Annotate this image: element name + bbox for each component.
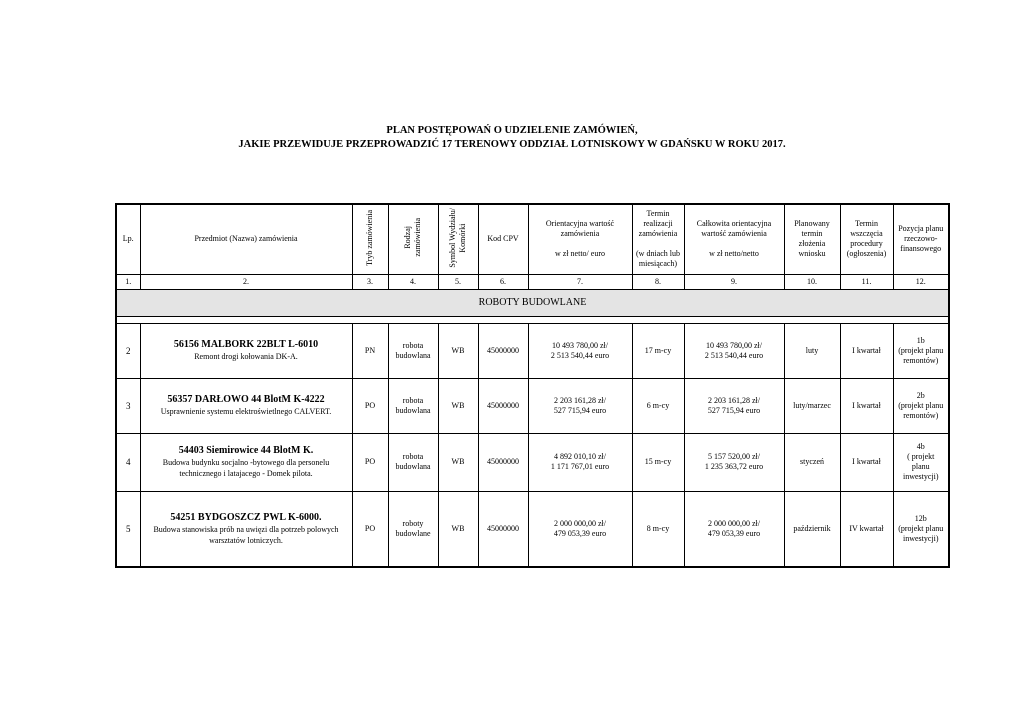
- section-title: ROBOTY BUDOWLANE: [116, 289, 949, 316]
- header-symbol-line-1: Symbol Wydziału/: [448, 207, 457, 268]
- column-number: 7.: [528, 274, 632, 289]
- header-tryb-label: Tryb zamówienia: [365, 209, 374, 266]
- row-name: 56357 DARŁOWO 44 BlotM K-4222: [167, 394, 325, 405]
- header-calkowita-line-2: wartość zamówienia: [701, 229, 767, 239]
- row-pozycja-line-3: remontów): [903, 410, 939, 420]
- header-wszczecie-line-3: procedury: [850, 239, 883, 249]
- header-symbol-line-2: Komórki: [458, 223, 467, 253]
- row-calkowita-line-1: 2 203 161,28 zł/: [708, 395, 760, 405]
- title-line-1: PLAN POSTĘPOWAŃ O UDZIELENIE ZAMÓWIEŃ,: [386, 125, 638, 136]
- header-pozycja-line-2: rzeczowo-: [904, 234, 938, 244]
- row-wartosc-line-1: 4 892 010,10 zł/: [554, 452, 606, 461]
- row-pozycja: [893, 491, 949, 567]
- header-planowany: [784, 204, 840, 274]
- row-tryb: PO: [352, 378, 388, 433]
- row-calkowita-line-2: 479 053,39 euro: [707, 528, 761, 538]
- column-number: 3.: [352, 274, 388, 289]
- row-wartosc-line-1: 2 203 161,28 zł/: [554, 395, 606, 405]
- row-pozycja-line-3: inwestycji): [902, 533, 939, 543]
- row-pozycja-line-2: (projekt planu: [898, 345, 944, 355]
- row-pozycja-line-2: (projekt planu: [898, 523, 944, 533]
- row-przedmiot: [140, 433, 352, 491]
- header-wartosc-line-3: w zł netto/ euro: [555, 249, 605, 259]
- header-rodzaj: [388, 204, 438, 274]
- row-rodzaj-line-1: robota: [402, 452, 424, 461]
- row-rodzaj: [388, 378, 438, 433]
- header-lp: Lp.: [116, 204, 140, 274]
- row-symbol: WB: [438, 378, 478, 433]
- procurement-plan-table: [115, 203, 950, 568]
- row-wszczecie: I kwartał: [840, 323, 893, 378]
- header-symbol: [438, 204, 478, 274]
- row-termin: 8 m-cy: [632, 491, 684, 567]
- header-przedmiot: Przedmiot (Nazwa) zamówienia: [140, 204, 352, 274]
- row-wszczecie: I kwartał: [840, 433, 893, 491]
- row-rodzaj: [388, 433, 438, 491]
- column-number: 10.: [784, 274, 840, 289]
- row-pozycja-line-4: inwestycji): [902, 472, 939, 481]
- row-pozycja-line-1: 2b: [916, 390, 925, 400]
- spacer-row: [116, 316, 949, 323]
- row-pozycja-line-2: ( projekt: [907, 452, 935, 461]
- header-planowany-line-3: złożenia: [798, 239, 826, 249]
- title-line-2: JAKIE PRZEWIDUJE PRZEPROWADZIĆ 17 TERENOWY ODDZIAŁ LOTNISKOWY W GDAŃSKU W ROKU 2017.: [238, 139, 786, 150]
- row-symbol: WB: [438, 491, 478, 567]
- row-rodzaj-line-2: budowlana: [395, 462, 431, 471]
- column-number-row: [116, 274, 949, 289]
- header-termin-line-3: (w dniach lub: [636, 249, 680, 259]
- header-wartosc-line-2: zamówienia: [560, 229, 600, 239]
- header-wszczecie: [840, 204, 893, 274]
- section-header-row: [116, 289, 949, 316]
- row-pozycja-line-1: 12b: [914, 513, 927, 523]
- table-row: [116, 323, 949, 378]
- header-termin-realizacji: [632, 204, 684, 274]
- header-tryb: [352, 204, 388, 274]
- row-przedmiot: [140, 491, 352, 567]
- header-symbol-label: [448, 208, 468, 268]
- row-cpv: 45000000: [478, 491, 528, 567]
- column-number: 6.: [478, 274, 528, 289]
- table-row: [116, 491, 949, 567]
- header-calkowita: [684, 204, 784, 274]
- row-symbol: WB: [438, 433, 478, 491]
- row-desc: Remont drogi kołowania DK-A.: [194, 352, 298, 361]
- row-rodzaj: [388, 323, 438, 378]
- row-rodzaj-line-1: robota: [402, 340, 424, 350]
- row-cpv: 45000000: [478, 323, 528, 378]
- row-wartosc-line-2: 479 053,39 euro: [553, 528, 607, 538]
- document-title: [0, 124, 1024, 152]
- row-wartosc-line-2: 527 715,94 euro: [553, 405, 607, 415]
- row-wartosc-line-2: 1 171 767,01 euro: [550, 462, 610, 471]
- row-termin: 15 m-cy: [632, 433, 684, 491]
- header-pozycja-line-3: finansowego: [900, 244, 942, 254]
- spacer-cell: [116, 316, 949, 323]
- header-planowany-line-2: termin: [801, 229, 823, 239]
- header-pozycja-line-1: Pozycja planu: [898, 224, 944, 234]
- row-pozycja-line-3: remontów): [903, 355, 939, 365]
- row-planowany: luty: [784, 323, 840, 378]
- header-planowany-line-1: Planowany: [794, 219, 830, 229]
- header-wszczecie-line-4: (ogłoszenia): [846, 249, 887, 259]
- row-lp: 4: [116, 433, 140, 491]
- column-number: 8.: [632, 274, 684, 289]
- column-number: 4.: [388, 274, 438, 289]
- row-lp: 3: [116, 378, 140, 433]
- row-planowany: styczeń: [784, 433, 840, 491]
- row-przedmiot: [140, 323, 352, 378]
- header-termin-line-2: zamówienia: [638, 229, 678, 239]
- row-wszczecie: I kwartał: [840, 378, 893, 433]
- row-name: 56156 MALBORK 22BLT L-6010: [173, 339, 319, 350]
- table-row: [116, 378, 949, 433]
- header-wartosc: [528, 204, 632, 274]
- row-desc: Usprawnienie systemu elektroświetlnego CALVERT.: [160, 407, 332, 416]
- row-wartosc: [528, 323, 632, 378]
- row-wszczecie: IV kwartał: [840, 491, 893, 567]
- row-calkowita-line-2: 527 715,94 euro: [707, 405, 761, 415]
- row-pozycja-line-3: planu: [911, 462, 930, 471]
- row-lp: 5: [116, 491, 140, 567]
- row-pozycja-line-1: 4b: [916, 442, 925, 451]
- row-name: 54251 BYDGOSZCZ PWL K-6000.: [170, 511, 322, 523]
- row-symbol: WB: [438, 323, 478, 378]
- row-pozycja: [893, 378, 949, 433]
- row-rodzaj-line-2: budowlana: [395, 405, 431, 415]
- column-number: 11.: [840, 274, 893, 289]
- row-calkowita-line-1: 10 493 780,00 zł/: [706, 340, 762, 350]
- row-calkowita-line-2: 2 513 540,44 euro: [704, 350, 764, 360]
- row-calkowita-line-1: 5 157 520,00 zł/: [708, 452, 760, 461]
- row-tryb: PN: [352, 323, 388, 378]
- row-pozycja-line-1: 1b: [916, 335, 925, 345]
- row-wartosc: [528, 491, 632, 567]
- header-kod-cpv: Kod CPV: [478, 204, 528, 274]
- header-calkowita-line-3: w zł netto/netto: [709, 249, 759, 259]
- row-planowany: luty/marzec: [784, 378, 840, 433]
- column-number: 2.: [140, 274, 352, 289]
- row-calkowita: [684, 323, 784, 378]
- row-wartosc: [528, 433, 632, 491]
- header-rodzaj-line-1: Rodzaj: [403, 226, 412, 250]
- header-wszczecie-line-1: Termin: [855, 219, 878, 229]
- row-calkowita: [684, 433, 784, 491]
- row-rodzaj-line-2: budowlane: [395, 528, 431, 538]
- row-wartosc-line-1: 10 493 780,00 zł/: [552, 340, 608, 350]
- column-number: 12.: [893, 274, 949, 289]
- row-cpv: 45000000: [478, 433, 528, 491]
- row-calkowita: [684, 378, 784, 433]
- row-rodzaj-line-1: roboty: [402, 518, 424, 528]
- row-cpv: 45000000: [478, 378, 528, 433]
- header-rodzaj-label: [403, 218, 423, 257]
- column-number: 5.: [438, 274, 478, 289]
- row-calkowita-line-1: 2 000 000,00 zł/: [708, 518, 760, 528]
- header-termin-line-4: miesiącach): [638, 259, 678, 269]
- row-calkowita: [684, 491, 784, 567]
- row-wartosc-line-2: 2 513 540,44 euro: [550, 350, 610, 360]
- row-pozycja: [893, 323, 949, 378]
- header-wszczecie-line-2: wszczęcia: [850, 229, 883, 239]
- row-wartosc: [528, 378, 632, 433]
- row-rodzaj: [388, 491, 438, 567]
- table-row: [116, 433, 949, 491]
- row-planowany: październik: [784, 491, 840, 567]
- header-calkowita-line-1: Całkowita orientacyjna: [696, 219, 772, 229]
- row-termin: 17 m-cy: [632, 323, 684, 378]
- header-wartosc-line-1: Orientacyjna wartość: [545, 219, 615, 229]
- column-number: 9.: [684, 274, 784, 289]
- header-termin-line-1: Termin realizacji: [643, 209, 673, 229]
- row-tryb: PO: [352, 433, 388, 491]
- header-pozycja: [893, 204, 949, 274]
- row-rodzaj-line-2: budowlana: [395, 350, 431, 360]
- row-lp: 2: [116, 323, 140, 378]
- header-rodzaj-line-2: zamówienia: [413, 218, 422, 258]
- row-wartosc-line-1: 2 000 000,00 zł/: [554, 518, 606, 528]
- row-tryb: PO: [352, 491, 388, 567]
- row-desc: Budowa budynku socjalno -bytowego dla personelu technicznego i latajacego - Domek pilota.: [162, 458, 330, 478]
- row-pozycja-line-2: (projekt planu: [898, 400, 944, 410]
- row-termin: 6 m-cy: [632, 378, 684, 433]
- column-number: 1.: [116, 274, 140, 289]
- row-rodzaj-line-1: robota: [402, 395, 424, 405]
- row-przedmiot: [140, 378, 352, 433]
- row-calkowita-line-2: 1 235 363,72 euro: [704, 462, 764, 471]
- row-pozycja: [893, 433, 949, 491]
- header-row: [116, 204, 949, 274]
- row-desc: Budowa stanowiska prób na uwięzi dla potrzeb polowych warsztatów lotniczych.: [153, 524, 339, 545]
- header-planowany-line-4: wniosku: [798, 249, 826, 259]
- row-name: 54403 Siemirowice 44 BlotM K.: [178, 445, 314, 456]
